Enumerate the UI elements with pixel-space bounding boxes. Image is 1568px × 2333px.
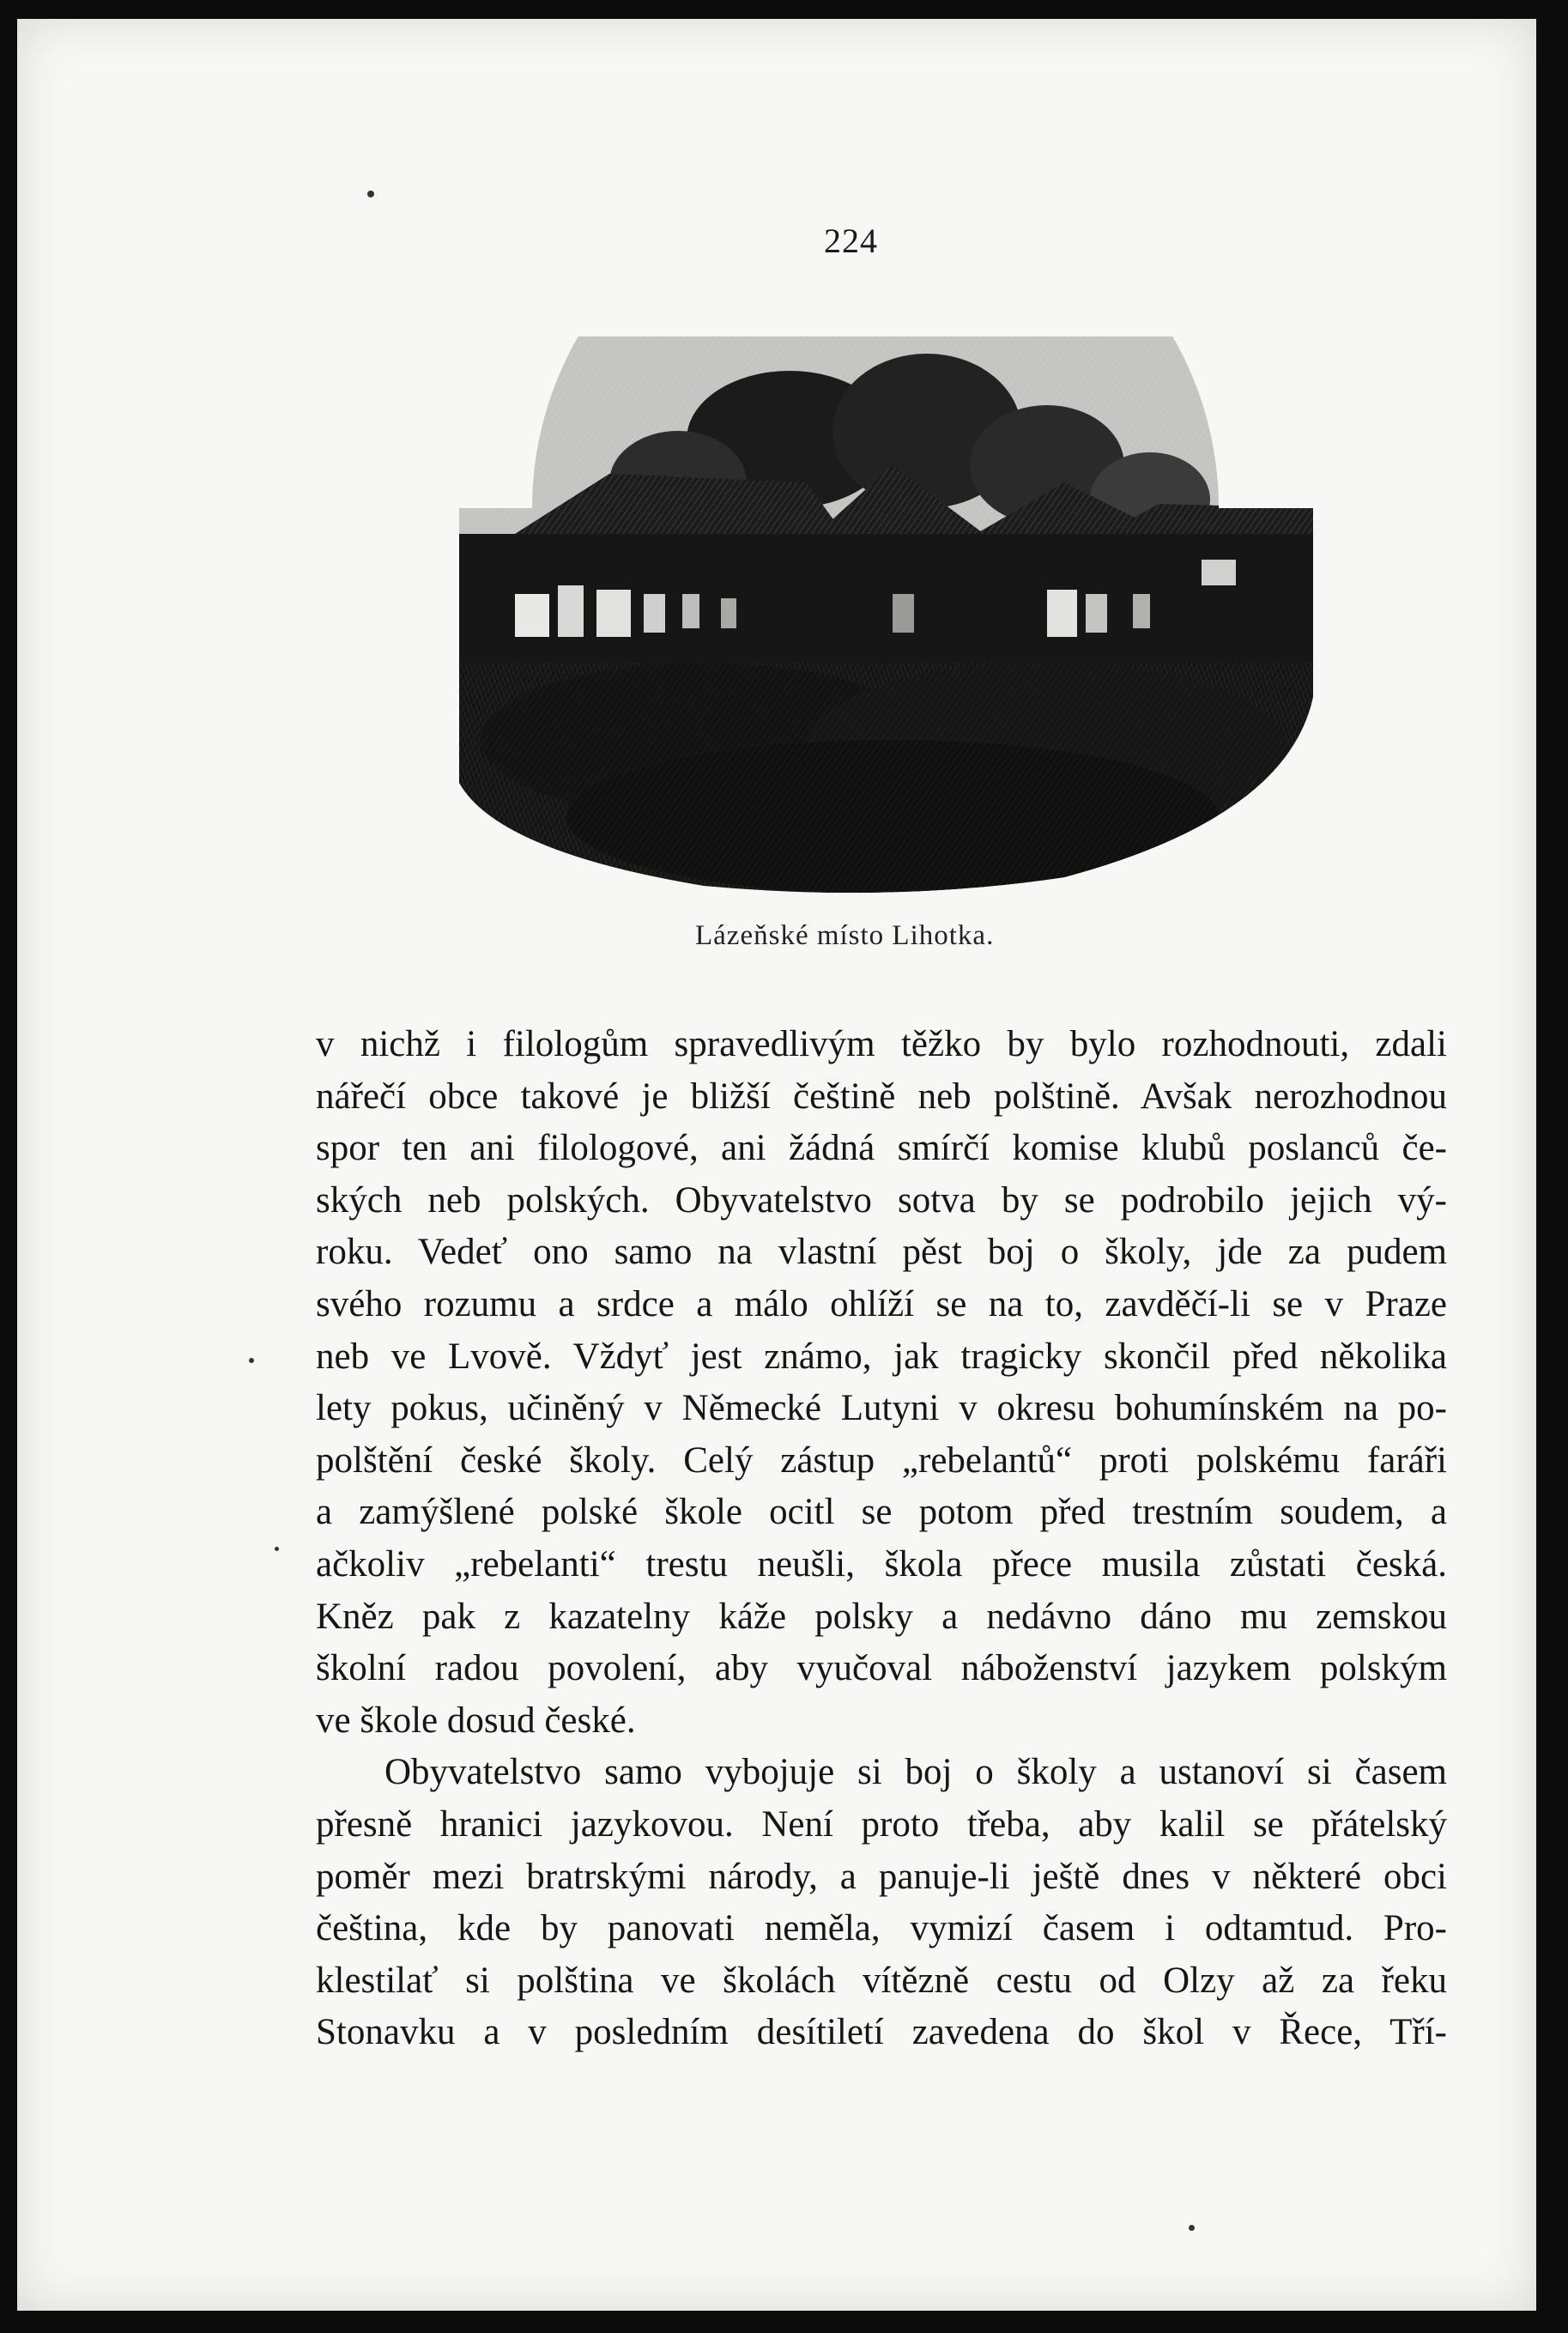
paragraph-1	[316, 1019, 1447, 1747]
text-line: ských neb polských. Obyvatelstvo sotva by se podrobilo jejich vý-	[316, 1179, 1447, 1221]
text-line: Kněz pak z kazatelny káže polsky a nedávno dáno mu zemskou	[316, 1596, 1447, 1637]
text-line: svého rozumu a srdce a málo ohlíží se na to, zavděčí-li se v Praze	[316, 1283, 1447, 1324]
text-line: klestilať si polština ve školách vítězně cestu od Olzy až za řeku	[316, 1960, 1447, 2001]
scan-speck	[275, 1547, 279, 1551]
text-line: roku. Vedeť ono samo na vlastní pěst boj o školy, jde za pudem	[316, 1232, 1447, 1273]
text-line: ačkoliv „rebelanti“ trestu neušli, škola přece musila zůstati česká.	[316, 1543, 1447, 1585]
text-line: Stonavku a v posledním desítiletí zavedena do škol v Řece, Tří-	[316, 2012, 1447, 2053]
scan-speck	[367, 191, 374, 197]
text-line: ve škole dosud české.	[316, 1700, 636, 1741]
text-line: čeština, kde by panovati neměla, vymizí časem i odtamtud. Pro-	[316, 1908, 1447, 1949]
text-line: přesně hranici jazykovou. Není proto třeba, aby kalil se přátelský	[316, 1803, 1447, 1845]
text-line: a zamýšlené polské škole ocitl se potom před trestním soudem, a	[316, 1492, 1447, 1533]
text-line: poměr mezi bratrskými národy, a panuje-li ještě dnes v některé obci	[316, 1856, 1447, 1897]
text-line: neb ve Lvově. Vždyť jest známo, jak tragicky skončil před několika	[316, 1336, 1447, 1377]
text-line: školní radou povolení, aby vyučoval náboženství jazykem polským	[316, 1648, 1447, 1689]
page-number: 224	[824, 221, 878, 260]
text-line: Obyvatelstvo samo vybojuje si boj o školy a ustanoví si časem	[384, 1752, 1447, 1793]
book-page	[17, 19, 1536, 2311]
text-line: lety pokus, učiněný v Německé Lutyni v okresu bohumínském na po-	[316, 1388, 1447, 1429]
scan-speck	[1189, 2225, 1195, 2231]
text-line: nářečí obce takové je bližší češtině neb polštině. Avšak nerozhodnou	[316, 1076, 1447, 1117]
scan-speck	[249, 1358, 254, 1363]
text-line: v nichž i filologům spravedlivým těžko by bylo rozhodnouti, zdali	[316, 1024, 1447, 1064]
text-line: polštění české školy. Celý zástup „rebelantů“ proti polskému faráři	[316, 1439, 1447, 1481]
illustration-caption: Lázeňské místo Lihotka.	[695, 920, 995, 951]
engraving-house-icon	[446, 336, 1339, 903]
paragraph-2	[316, 1747, 1447, 2059]
body-text	[316, 1019, 1447, 2059]
text-line: spor ten ani filologové, ani žádná smírčí komise klubů poslanců če-	[316, 1128, 1447, 1169]
